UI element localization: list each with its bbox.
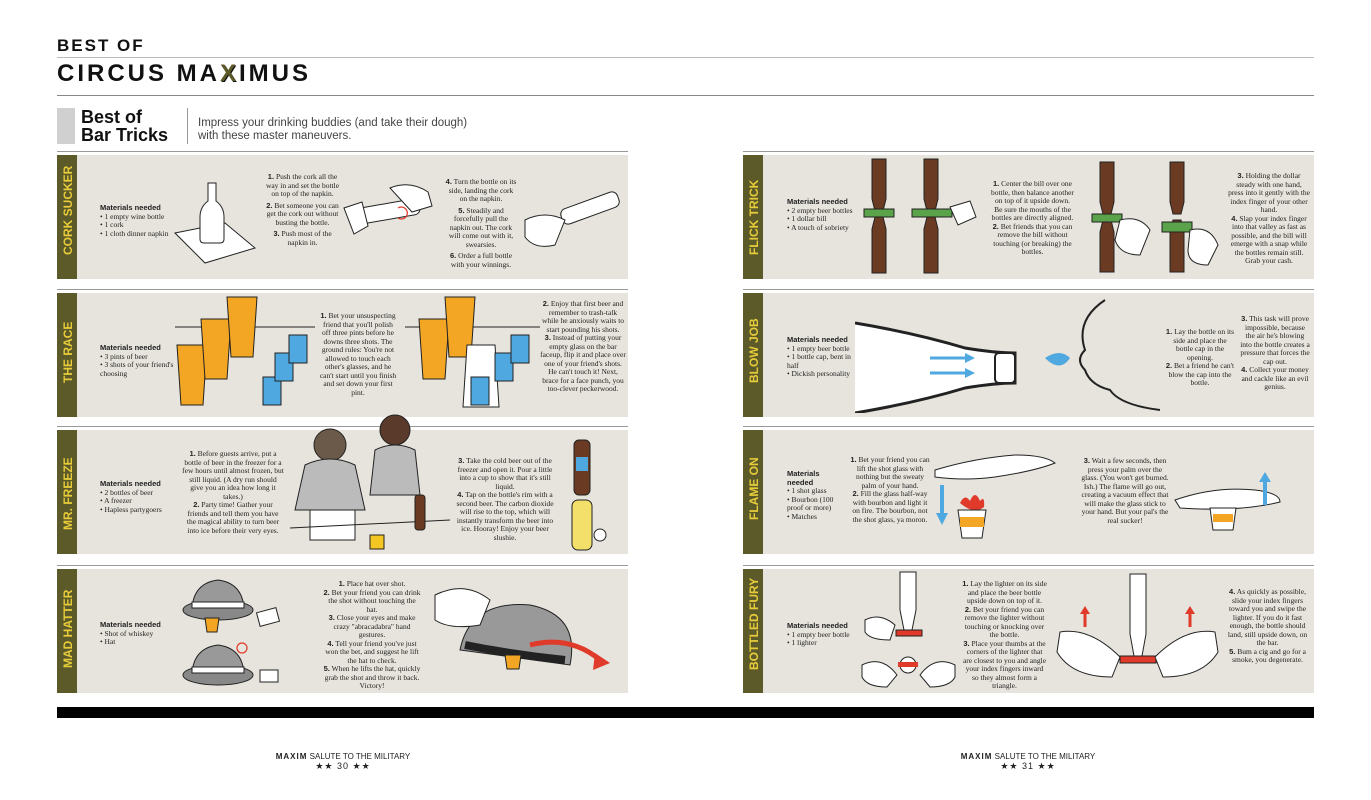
step: 1. Push the cork all the way in and set the bottle on top of the napkin.	[265, 172, 340, 198]
header-rule-top	[57, 57, 1314, 58]
hand-pushing-napkin-illustration	[340, 178, 440, 253]
step: 5. Steadily and forcefully pull the napkin out. The cork will come out with it, swearsies.	[448, 205, 514, 249]
step: 4. Tap on the bottle's rim with a second beer. The carbon dioxide will rise to the top, which will instantly transform the beer into ice. Hooray! Enjoy your beer slushie.	[456, 490, 554, 542]
step: 2. Party time! Gather your friends and tell them you have the magical ability to turn beer into ice before their very eyes.	[186, 500, 280, 535]
step: 4. Slap your index finger into that valley as fast as possible, and the bill will emerge with a snap while the bottles remain still. Grab your cash.	[1230, 213, 1308, 265]
panel-rule	[57, 565, 628, 566]
materials-heading: Materials needed	[100, 479, 161, 488]
section-title-line2: Bar Tricks	[81, 125, 169, 145]
flaming-shot-illustration	[930, 445, 1080, 550]
step-group-a	[265, 173, 340, 247]
step: 2. Bet your friend you can drink the shot without touching the hat.	[323, 587, 421, 614]
material-item: • 1 dollar bill	[787, 214, 827, 223]
materials-list	[100, 480, 175, 514]
step: 3. Close your eyes and make crazy "abracadabra" hand gestures.	[328, 613, 416, 639]
materials-heading: Materials needed	[787, 469, 820, 487]
step: 2. Bet your friend you can remove the lighter without touching or knocking over the bottle.	[964, 604, 1045, 639]
materials-list	[100, 204, 170, 238]
material-item: • 1 empty beer bottle	[787, 343, 850, 353]
bottom-black-bar	[57, 707, 1314, 718]
step: 1. Lay the lighter on its side and place the beer bottle upside down on top of it.	[962, 579, 1047, 605]
step: 1. Place hat over shot.	[338, 579, 406, 588]
footer-right	[953, 752, 1103, 772]
step: 5. Bum a cig and go for a smoke, you degenerate.	[1229, 646, 1306, 664]
material-item: • Dickish personality	[787, 369, 851, 378]
footer-brand: MAXIM	[275, 752, 308, 761]
materials-list	[100, 344, 175, 378]
step: 1. Before guests arrive, put a bottle of beer in the freezer for a few hours until almost frozen, but still liquid. (A dry run should give you an idea how long it takes.)	[182, 449, 284, 501]
material-item: • Hat	[100, 637, 116, 646]
step-group-a	[1165, 328, 1235, 388]
materials-heading: Materials needed	[787, 335, 848, 344]
step: 3. Take the cold beer out of the freezer and open it. Pour a little into a cup to show that it's still liquid.	[457, 456, 553, 491]
step-group-a	[990, 180, 1075, 257]
header-rule-bottom	[57, 95, 1314, 96]
step-group-a	[182, 450, 284, 535]
page-number-left: 30	[336, 761, 349, 771]
step-group-b	[1228, 172, 1310, 266]
materials-heading: Materials needed	[100, 620, 161, 629]
step: 2. Bet a friend he can't blow the cap into the bottle.	[1165, 361, 1235, 387]
bottle-on-lighter-illustration	[860, 570, 960, 690]
step-group-a	[322, 580, 422, 691]
step: 4. Collect your money and cackle like an evil genius.	[1241, 365, 1309, 391]
materials-list	[100, 621, 175, 647]
materials-heading: Materials needed	[100, 343, 161, 352]
step: 2. Bet friends that you can remove the bill without touching (or breaking) the bottles.	[992, 221, 1073, 256]
trick-name: FLAME ON	[747, 457, 761, 520]
step: 1. Bet your unsuspecting friend that you'll polish off three pints before he downs three shots. The ground rules: You're not allowed to touch each other's glasses, and he can't start until you finish and set down your first pint.	[319, 311, 397, 397]
footer-tagline: SALUTE TO THE MILITARY	[994, 752, 1096, 761]
finger-flick-illustration	[1080, 160, 1220, 275]
palm-lift-glass-illustration	[1170, 470, 1300, 540]
step: 1. Bet your friend you can lift the shot glass with nothing but the sweaty palm of your hand.	[850, 455, 930, 490]
step: 4. Turn the bottle on its side, landing the cork on the napkin.	[445, 177, 517, 203]
material-item: • Hapless partygoers	[100, 504, 162, 514]
panel-rule	[57, 151, 628, 152]
footer-brand: MAXIM	[960, 752, 993, 761]
step: 4. Tell your friend you've just won the bet, and suggest he lift the hat to check.	[325, 638, 419, 665]
section-subtitle: Impress your drinking buddies (and take their dough) with these master maneuvers.	[198, 117, 468, 142]
step: 2. Bet someone you can get the cork out without busting the bottle.	[266, 200, 339, 227]
material-item: • A touch of sobriety	[787, 222, 849, 232]
material-item: • 1 cork	[100, 220, 124, 229]
step: 1. Lay the bottle on its side and place the bottle cap in the opening.	[1165, 327, 1235, 362]
panel-rule	[57, 289, 628, 290]
step: 2. Fill the glass half-way with bourbon and light it on fire. The bourbon, not the shot glass, ya moron.	[852, 489, 928, 524]
pints-and-shots-illustration	[175, 295, 315, 415]
header-best-of: BEST OF	[57, 36, 145, 55]
materials-list	[787, 622, 862, 648]
step: 4. As quickly as possible, slide your index fingers toward you and swipe the lighter. If you do it fast enough, the bottle should land, still upside down, on the bar.	[1227, 587, 1308, 647]
step: 5. When he lifts the hat, quickly grab the shot and throw it back. Victory!	[323, 664, 421, 690]
material-item: • Matches	[787, 511, 817, 521]
section-divider	[187, 108, 188, 144]
frozen-bottle-illustration	[560, 435, 615, 555]
step: 1. Center the bill over one bottle, then balance another on top of it upside down. Be sure the mouths of the bottles are directly aligned.	[991, 179, 1074, 222]
panel-rule	[743, 289, 1314, 290]
trick-name: MAD HATTER	[61, 589, 75, 668]
footer-stars: ★★	[315, 761, 334, 771]
material-item: • 1 cloth dinner napkin	[100, 228, 169, 238]
materials-list	[787, 198, 862, 232]
header-x-mark: X	[220, 60, 240, 87]
hand-pulling-napkin-illustration	[520, 190, 625, 265]
footer-tagline: SALUTE TO THE MILITARY	[309, 752, 411, 761]
step-group-a	[318, 312, 398, 397]
material-item: • 1 empty beer bottle	[787, 629, 850, 639]
material-item: • 1 bottle cap, bent in half	[787, 352, 851, 370]
section-title-bar	[57, 108, 75, 144]
wine-bottle-on-napkin-illustration	[170, 178, 260, 268]
step-group-b	[455, 457, 555, 542]
step-group-b	[1080, 457, 1170, 525]
footer-stars: ★★	[352, 761, 371, 771]
step: 6. Order a full bottle with your winnings.	[449, 251, 513, 269]
material-item: • 1 shot glass	[787, 486, 827, 495]
materials-list	[787, 336, 862, 379]
lifting-hat-grab-shot-illustration	[430, 575, 620, 690]
trick-name: MR. FREEZE	[61, 457, 75, 530]
section-title-line1: Best of	[81, 107, 143, 127]
trick-name: FLICK TRICK	[747, 179, 761, 255]
trick-name: BLOW JOB	[747, 318, 761, 383]
trick-name: CORK SUCKER	[61, 165, 75, 255]
step-group-b	[1225, 588, 1310, 665]
footer-stars: ★★	[1037, 761, 1056, 771]
material-item: • A freezer	[100, 496, 132, 505]
step-group-b	[540, 300, 626, 394]
material-item: • Shot of whiskey	[100, 628, 154, 638]
materials-heading: Materials needed	[787, 197, 848, 206]
step-group-a	[850, 456, 930, 524]
party-guests-illustration	[290, 410, 450, 560]
material-item: • 1 empty wine bottle	[100, 211, 165, 221]
step: 3. This task will prove impossible, because the air he's blowing into the bottle creates a pressure that forces the cap out.	[1240, 314, 1310, 366]
step: 3. Wait a few seconds, then press your palm over the glass. (You won't get burned. Ish.) The flame will go out, creating a vacuum effect that will make the glass stick to your hand. But your pal's the real sucker!	[1081, 456, 1169, 525]
materials-heading: Materials needed	[787, 621, 848, 630]
step-group-b	[445, 178, 517, 269]
materials-list	[787, 470, 847, 521]
material-item: • 3 pints of beer	[100, 351, 148, 361]
header-circus-maximus	[57, 60, 311, 88]
step: 3. Push most of the napkin in.	[273, 229, 332, 247]
trick-name: BOTTLED FURY	[747, 577, 761, 670]
stacked-bottles-dollar-illustration	[862, 157, 982, 275]
panel-rule	[743, 151, 1314, 152]
section-title	[81, 108, 168, 144]
trick-name: THE RACE	[61, 321, 75, 383]
material-item: • Bourbon (100 proof or more)	[787, 494, 834, 512]
step-group-b	[1240, 315, 1310, 392]
panel-rule	[743, 565, 1314, 566]
fingers-swipe-lighter-illustration	[1050, 572, 1225, 690]
header-circus-a: CIRCUS MA	[57, 60, 220, 87]
footer-stars: ★★	[1000, 761, 1019, 771]
flipped-glass-illustration	[405, 295, 540, 415]
panel-rule	[743, 426, 1314, 427]
step: 3. Place your thumbs at the corners of the lighter that are closest to you and angle your index fingers inward so they almost form a triangle.	[962, 638, 1047, 690]
footer-left	[268, 752, 418, 772]
material-item: • 3 shots of your friend's choosing	[100, 360, 174, 378]
materials-heading: Materials needed	[100, 203, 161, 212]
step-group-a	[962, 580, 1047, 691]
step: 3. Instead of putting your empty glass on the bar faceup, flip it and place over one of your friend's shots. He can't touch it! Next, brace for a face punch, you too-clever peckerwood.	[540, 333, 626, 393]
step: 2. Enjoy that first beer and remember to trash-talk while he anxiously waits to start pounding his shots.	[541, 299, 625, 334]
header-circus-b: IMUS	[239, 60, 312, 87]
hat-over-shot-illustration	[180, 570, 290, 695]
step: 3. Holding the dollar steady with one hand, press into it gently with the index finger of your other hand.	[1228, 171, 1310, 214]
material-item: • 1 lighter	[787, 638, 817, 647]
page-number-right: 31	[1021, 761, 1034, 771]
material-item: • 2 empty beer bottles	[787, 205, 853, 215]
bottle-blow-illustration	[855, 298, 1165, 413]
material-item: • 2 bottles of beer	[100, 487, 154, 497]
